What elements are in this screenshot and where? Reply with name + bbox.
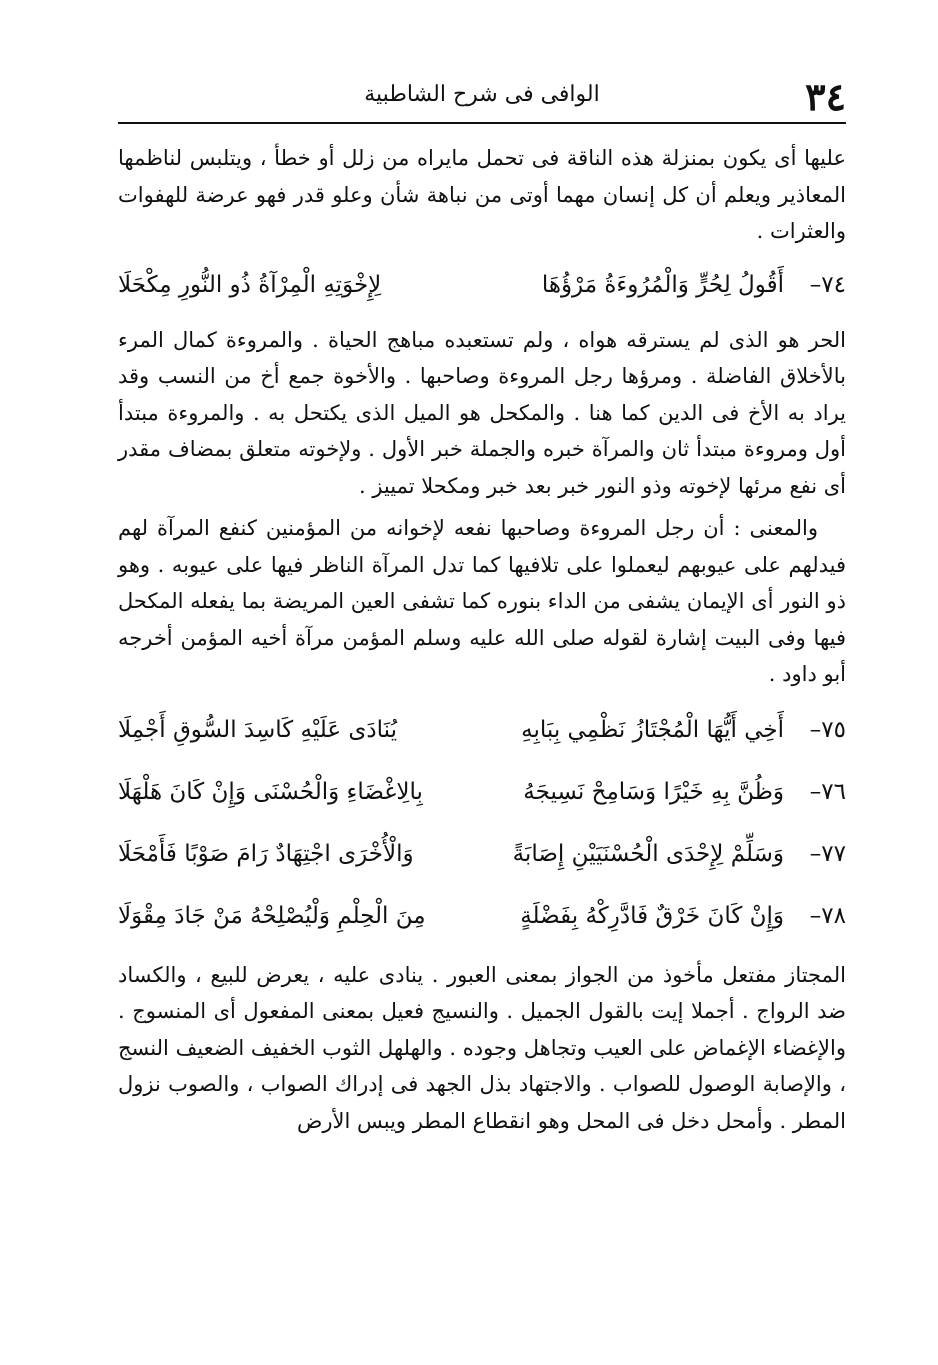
page-body — [118, 140, 846, 1145]
verse-first-hemistich: وَإِنْ كَانَ خَرْقٌ فَادَّرِكْهُ بِفَضْلَةٍ — [520, 902, 784, 929]
verse-second-hemistich: لِإِخْوَتِهِ الْمِرْآةُ ذُو النُّورِ مِكْحَلَا — [118, 271, 382, 298]
verse-75 — [118, 699, 846, 761]
verse-second-hemistich: وَالْأُخْرَى اجْتِهَادٌ رَامَ صَوْبًا فَأَمْحَلَا — [118, 840, 414, 867]
verse-group — [118, 699, 846, 947]
verse-74 — [118, 256, 846, 314]
page-number: ٣٤ — [805, 74, 846, 119]
verse-number: ٧٦– — [809, 778, 846, 805]
verse-second-hemistich: مِنَ الْحِلْمِ وَلْيُصْلِحْهُ مَنْ جَادَ مِقْوَلَا — [118, 902, 426, 929]
verse-number: ٧٧– — [809, 840, 846, 867]
verse-number: ٧٤– — [809, 271, 846, 298]
verse-first-hemistich: أَقُولُ لِحُرٍّ وَالْمُرُوءَةُ مَرْؤُهَا — [541, 271, 784, 298]
verse-76 — [118, 761, 846, 823]
page-header — [118, 70, 846, 124]
verse-second-hemistich: بِالِاغْضَاءِ وَالْحُسْنَى وَإِنْ كَانَ هَلْهَلَا — [118, 778, 423, 805]
verse-first-hemistich: وَظُنَّ بِهِ خَيْرًا وَسَامِحْ نَسِيجَهُ — [523, 778, 784, 805]
paragraph-explanation: الحر هو الذى لم يسترقه هواه ، ولم تستعبده مباهج الحياة . والمروءة كمال المرء بالأخلاق الفاضلة . ومرؤها رجل المروءة وصاحبها . والأخوة جمع أخ من النسب وقد يراد به الأخ فى الدين كما هنا . والمكحل هو الميل الذى يكتحل به . والمروءة مبتدأ أول ومروءة مبتدأ ثان والمرآة خبره والجملة خبر الأول . ولإخوته متعلق بمضاف مقدر أى نفع مرئها لإخوته وذو النور خبر بعد خبر ومكحلا تمييز . — [118, 327, 846, 498]
verse-number: ٧٨– — [809, 902, 846, 929]
paragraph-intro: عليها أى يكون بمنزلة هذه الناقة فى تحمل مايراه من زلل أو خطأ ، ويتلبس لناظمها المعاذير ويعلم أن كل إنسان مهما أوتى من نباهة شأن وعلو قدر فهو عرضة للهفوات والعثرات . — [118, 146, 846, 243]
verse-number: ٧٥– — [809, 716, 846, 743]
verse-77 — [118, 823, 846, 885]
paragraph-glossary: المجتاز مفتعل مأخوذ من الجواز بمعنى العبور . ينادى عليه ، يعرض للبيع ، والكساد ضد الرواج . أجملا إيت بالقول الجميل . والنسيج فعيل بمعنى المفعول أى المنسوج . والإغضاء الإغماض على العيب وتجاهل وجوده . والهلهل الثوب الخفيف الضعيف النسج ، والإصابة الوصول للصواب . والاجتهاد بذل الجهد فى إدراك الصواب ، والصوب نزول المطر . وأمحل دخل فى المحل وهو انقطاع المطر ويبس الأرض — [118, 962, 846, 1133]
verse-first-hemistich: أَخِي أَيُّهَا الْمُجْتَازُ نَظْمِي بِبَابِهِ — [521, 716, 784, 743]
verse-78 — [118, 885, 846, 947]
verse-second-hemistich: يُنَادَى عَلَيْهِ كَاسِدَ السُّوقِ أَجْمِلَا — [118, 716, 398, 743]
paragraph-meaning: والمعنى : أن رجل المروءة وصاحبها نفعه لإخوانه من المؤمنين كنفع المرآة لهم فيدلهم على عيوبهم ليعملوا على تلافيها كما تدل المرآة الناظر فيها على عيوبه . وهو ذو النور أى الإيمان يشفى من الداء بنوره كما تشفى العين المريضة بما يفعله المكحل فيها وفى البيت إشارة لقوله صلى الله عليه وسلم المؤمن مرآة أخيه المؤمن أخرجه أبو داود . — [118, 516, 846, 686]
running-title: الوافى فى شرح الشاطبية — [364, 82, 600, 107]
verse-first-hemistich: وَسَلِّمْ لِإِحْدَى الْحُسْنَيَيْنِ إِصَابَةً — [512, 840, 784, 867]
